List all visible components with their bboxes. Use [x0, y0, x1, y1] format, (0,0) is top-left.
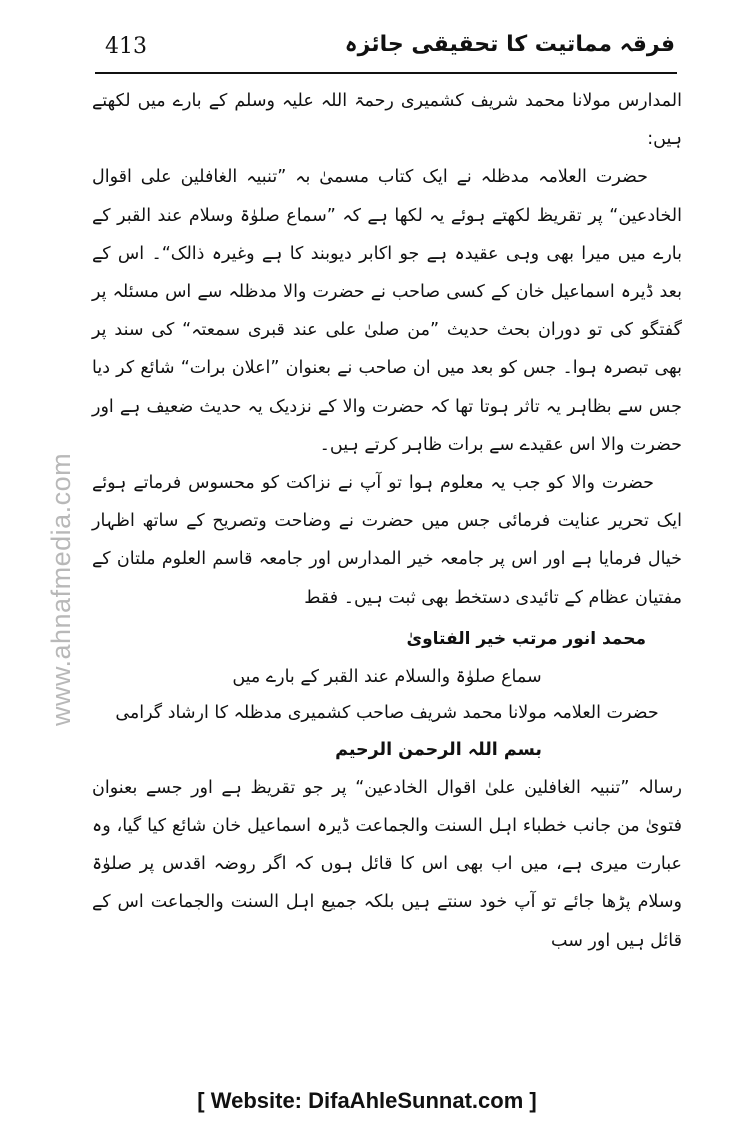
section-subheading: حضرت العلامہ مولانا محمد شریف صاحب کشمیری مدظلہ کا ارشاد گرامی: [115, 702, 659, 723]
page-header: [95, 30, 675, 70]
paragraph-clarification: حضرت والا کو جب یہ معلوم ہوا تو آپ نے نزاکت کو محسوس فرماتے ہوئے ایک تحریر عنایت فرمائی جس میں حضرت نے وضاحت وتصریح کے ساتھ اظہار خیال فرمایا ہے اور اس پر جامعہ خیر المدارس اور جامعہ قاسم العلوم ملتان کے مفتیان عظام کے تائیدی دستخط بھی ثبت ہیں۔ فقط: [92, 473, 682, 608]
paragraph-statement: رسالہ ”تنبیہ الغافلین علیٰ اقوال الخادعین“ پر جو تقریظ ہے اور جسے بعنوان فتویٰ من جانب خطباء اہل السنت والجماعت ڈیرہ اسماعیل خان شائع کیا گیا، وہ عبارت میری ہے، میں اب بھی اس کا قائل ہوں کہ اگر روضہ اقدس پر صلوٰۃ وسلام پڑھا جائے تو آپ خود سنتے ہیں بلکہ جمیع اہل السنت والجماعت اس کے قائل ہیں اور سب: [92, 777, 682, 951]
running-title: فرقہ مماتیت کا تحقیقی جائزہ: [344, 32, 675, 57]
paragraph-main: حضرت العلامہ مدظلہ نے ایک کتاب مسمیٰ بہ ”تنبیہ الغافلین علی اقوال الخادعین“ پر تقریظ لکھتے ہوئے یہ لکھا ہے کہ ”سماع صلوٰۃ وسلام عند القبر کے بارے میں میرا بھی وہی عقیدہ ہے جو اکابر دیوبند کا ہے وغیرہ ذالک“۔ اس کے بعد ڈیرہ اسماعیل خان کے کسی صاحب نے حضرت والا مدظلہ سے اس مسئلہ پر گفتگو کی تو دوران بحث حدیث ”من صلیٰ علی عند قبری سمعتہ“ کی سند پر بھی تبصرہ ہوا۔ جس کو بعد میں ان صاحب نے بعنوان ”اعلان برات“ شائع کر دیا جس سے بظاہر یہ تاثر ہوتا تھا کہ حضرت والا کے نزدیک یہ حدیث ضعیف ہے اور حضرت والا اس عقیدے سے برات ظاہر کرتے ہیں۔: [92, 167, 682, 455]
signature: محمد انور مرتب خیر الفتاویٰ: [406, 628, 646, 649]
page-body: [92, 82, 682, 960]
page-number: 413: [105, 34, 147, 59]
header-rule: [95, 72, 677, 74]
section-heading: سماع صلوٰۃ والسلام عند القبر کے بارے میں: [232, 666, 542, 687]
paragraph-intro: المدارس مولانا محمد شریف کشمیری رحمۃ اللہ علیہ وسلم کے بارے میں لکھتے ہیں:: [92, 91, 682, 150]
website-footer: [ Website: DifaAhleSunnat.com ]: [197, 1088, 537, 1113]
bismillah: بسم اللہ الرحمن الرحیم: [335, 739, 542, 760]
